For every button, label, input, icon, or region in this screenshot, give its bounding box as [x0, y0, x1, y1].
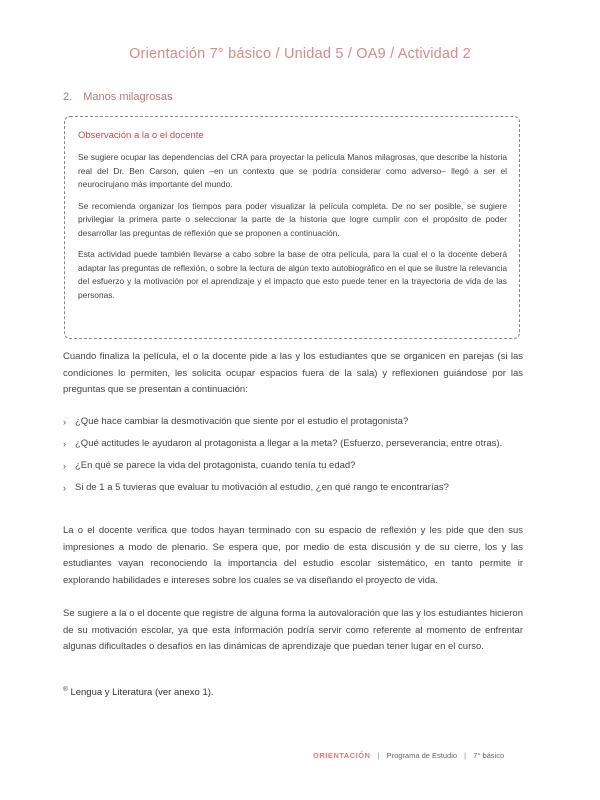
observation-paragraph: Se recomienda organizar los tiempos para poder visualizar la película completa. De no ser posible, se sugiere privilegiar la primera parte o seleccionar la parte de la historia que logre cumplir con el propósito de poder desarrollar las preguntas de reflexión que se proponen a continuación. — [78, 200, 507, 238]
question-text: ¿En qué se parece la vida del protagonista, cuando tenía tu edad? — [75, 460, 356, 471]
teacher-observation-box — [64, 116, 520, 339]
observation-paragraph: Esta actividad puede también llevarse a cabo sobre la base de otra película, para la cual el o la docente deberá adaptar las preguntas de reflexión, o sobre la lectura de algún texto autobiográfico en el que se ilustre la relevancia del esfuerzo y la motivación por el aprendizaje y el impacto que esto puede tener en la trayectoria de vida de las personas. — [78, 249, 507, 300]
question-text: ¿Qué hace cambiar la desmotivación que siente por el estudio el protagonista? — [75, 416, 409, 427]
footer-program: Programa de Estudio — [386, 751, 458, 760]
section-title: Manos milagrosas — [83, 91, 173, 103]
footnote-marker: ® — [63, 686, 68, 693]
footer-grade: 7° básico — [473, 751, 505, 760]
plenary-text: La o el docente verifica que todos hayan terminado con su espacio de reflexión y les pide que den sus impresiones a modo de plenario. Se espera que, por medio de esta discusión y de su cierre, los y las estudiantes vayan reconociendo la importancia del estudio escolar sistemático, en tanto permite ir explorando habilidades e intereses sobre los cuales se va diseñando el proyecto de vida. — [63, 525, 523, 586]
intro-text: Cuando finaliza la película, el o la docente pide a las y los estudiantes que se organicen en parejas (si las condiciones lo permiten, les solicita ocupar espacios fuera de la sala) y reflexionen guiándose por las preguntas que se presentan a continuación: — [63, 351, 523, 395]
footer-separator: | — [464, 751, 467, 760]
question-item — [63, 458, 523, 474]
footnote-text: Lengua y Literatura (ver anexo 1). — [70, 687, 214, 699]
footer-separator: | — [377, 751, 380, 760]
footnote — [63, 686, 214, 698]
self-assessment-paragraph — [63, 606, 523, 656]
question-item — [63, 414, 523, 430]
question-item — [63, 436, 523, 452]
question-text: Si de 1 a 5 tuvieras que evaluar tu motivación al estudio, ¿en qué rango te encontrarías? — [75, 482, 449, 493]
intro-paragraph — [63, 349, 523, 399]
bullet-chevron-icon: › — [63, 461, 66, 471]
bullet-chevron-icon: › — [63, 439, 66, 449]
question-item — [63, 480, 523, 496]
page-title: Orientación 7° básico / Unidad 5 / OA9 / Actividad 2 — [129, 46, 471, 62]
reflection-questions — [63, 414, 523, 502]
section-number: 2. — [63, 91, 73, 103]
observation-title: Observación a la o el docente — [78, 130, 204, 141]
plenary-paragraph — [63, 523, 523, 589]
self-assessment-text: Se sugiere a la o el docente que registre de alguna forma la autovaloración que las y los estudiantes hicieron de su motivación escolar, ya que esta información podría servir como referente al momento de enfrentar algunas dificultades o desafíos en las dinámicas de aprendizaje que puedan tener lugar en el curso. — [63, 608, 523, 652]
page-footer — [313, 751, 504, 760]
footer-brand: ORIENTACIÓN — [313, 751, 371, 760]
section-heading — [63, 91, 173, 103]
bullet-chevron-icon: › — [63, 483, 66, 493]
question-text: ¿Qué actitudes le ayudaron al protagonista a llegar a la meta? (Esfuerzo, perseverancia, entre otras). — [75, 438, 503, 449]
bullet-chevron-icon: › — [63, 417, 66, 427]
observation-paragraph: Se sugiere ocupar las dependencias del CRA para proyectar la película Manos milagrosas, que describe la historia real del Dr. Ben Carson, quien –en un contexto que se podría considerar como adverso– llegó a ser el neurocirujano más importante del mundo. — [78, 152, 507, 189]
